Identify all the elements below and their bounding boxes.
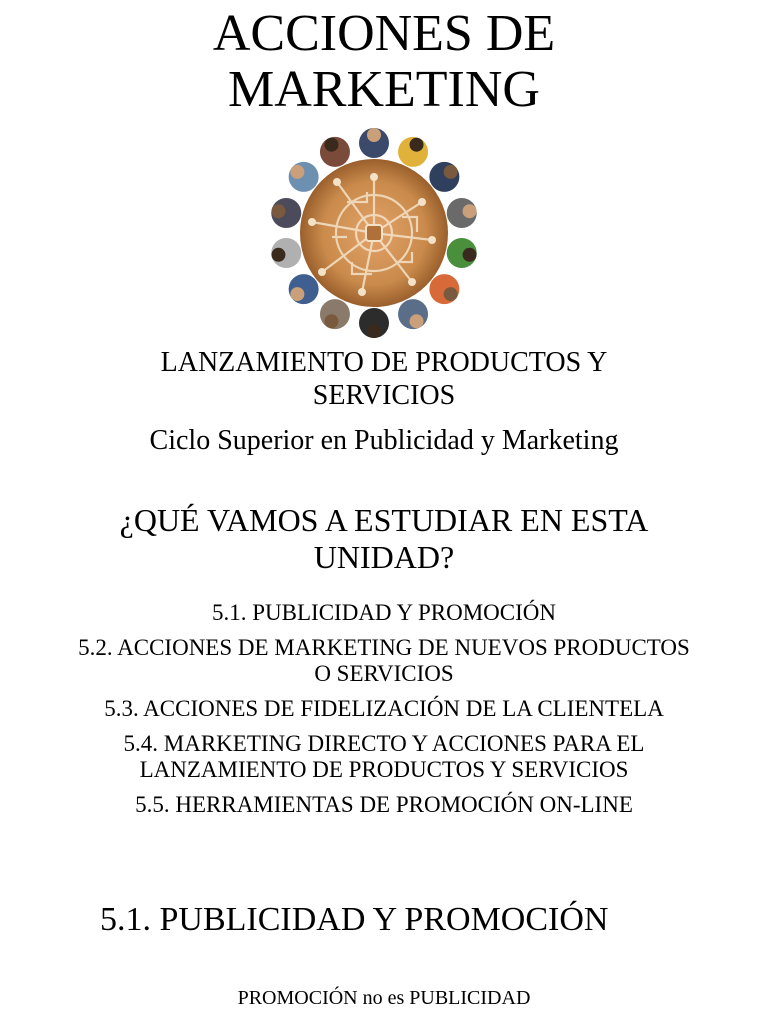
- partial-text: Ciclo Superior en Publicidad y Marketing: [149, 425, 619, 456]
- promo-vs-publicity-line: PROMOCIÓN no es PUBLICIDAD: [237, 987, 531, 1009]
- person-head: [271, 204, 285, 218]
- person-head: [444, 165, 458, 179]
- list-item: [0, 635, 768, 687]
- list-item-line: 5.5. HERRAMIENTAS DE PROMOCIÓN ON-LINE: [135, 792, 633, 817]
- list-item-line: 5.3. ACCIONES DE FIDELIZACIÓN DE LA CLIENTELA: [104, 696, 664, 721]
- unit-contents-list: [0, 600, 768, 827]
- list-item: [0, 600, 768, 626]
- list-item-line: LANZAMIENTO DE PRODUCTOS Y SERVICIOS: [139, 757, 629, 782]
- person-head: [444, 287, 458, 301]
- section-heading-line-2: UNIDAD?: [313, 539, 455, 575]
- list-item-line: 5.1. PUBLICIDAD Y PROMOCIÓN: [212, 600, 556, 625]
- section-5-1-title: 5.1. PUBLICIDAD Y PROMOCIÓN: [100, 901, 609, 938]
- person-head: [367, 128, 381, 142]
- section-heading-line-1: ¿QUÉ VAMOS A ESTUDIAR EN ESTA: [119, 502, 649, 538]
- person-head: [367, 324, 381, 338]
- list-item: [0, 792, 768, 818]
- subtitle: [0, 346, 768, 412]
- subtitle-line-1: LANZAMIENTO DE PRODUCTOS Y: [160, 347, 608, 378]
- person-head: [290, 165, 304, 179]
- title-line-1: ACCIONES DE: [212, 5, 556, 62]
- partial-text-line: [0, 420, 768, 456]
- person-head: [324, 314, 338, 328]
- person-head: [410, 138, 424, 152]
- list-item-line: 5.2. ACCIONES DE MARKETING DE NUEVOS PRODUCTOS: [78, 635, 690, 660]
- list-item: [0, 696, 768, 722]
- subtitle-line-2: SERVICIOS: [312, 380, 456, 411]
- team-round-table-illustration: [262, 122, 486, 344]
- list-item: [0, 731, 768, 783]
- person-head: [271, 248, 285, 262]
- person-head: [290, 287, 304, 301]
- section-heading: [0, 502, 768, 576]
- person-head: [410, 314, 424, 328]
- person-head: [463, 248, 477, 262]
- person-head: [463, 204, 477, 218]
- page-title: [0, 6, 768, 118]
- list-item-line: 5.4. MARKETING DIRECTO Y ACCIONES PARA EL: [123, 731, 645, 756]
- list-item-line: O SERVICIOS: [314, 661, 454, 686]
- person-head: [324, 138, 338, 152]
- title-line-2: MARKETING: [228, 61, 540, 118]
